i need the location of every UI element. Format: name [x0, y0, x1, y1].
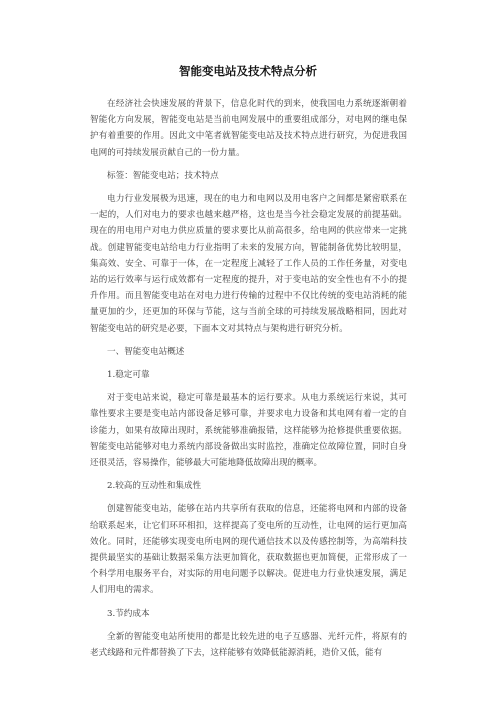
paragraph-cost-saving: 全新的智能变电站所使用的都是比较先进的电子互感器、光纤元件，将原有的老式线路和元件都替换了下去，这样能够有效降低能源消耗，造价又低，能有: [90, 631, 407, 659]
keywords-line: 标签：智能变电站；技术特点: [107, 170, 219, 181]
document-body: [90, 96, 407, 661]
subheading-cost-saving: 3.节约成本: [107, 608, 150, 619]
subheading-interactivity: 2.较高的互动性和集成性: [107, 481, 202, 492]
document-title: 智能变电站及技术特点分析: [179, 64, 317, 78]
paragraph-stable-reliable: 对于变电站来说，稳定可靠是最基本的运行要求。从电力系统运行来说，其可靠性要求主要是变电站内部设备足够可靠，并要求电力设备和其电网有着一定的自诊能力，如果有故障出现时，系统能够准确报错，这样能够为抢修提供重要依据。智能变电站能够对电力系统内部设备做出实时监控，准确定位故障位置，同时自身还很灵活，容易操作，能够最大可能地降低故障出现的概率。: [90, 393, 407, 469]
paragraph-interactivity: 创建智能变电站，能够在站内共享所有获取的信息，还能将电网和内部的设备给联系起来，让它们环环相扣，这样提高了变电所的互动性，让电网的运行更加高效化。同时，还能够实现变电所电网的现代通信技术以及传感控制等，为高端科技提供最坚实的基础让数据采集方法更加简化，获取数据也更加简便，正常形成了一个科学用电服务平台，对实际的用电问题予以解决。促进电力行业快速发展，满足人们用电的需求。: [90, 504, 407, 596]
abstract-paragraph: 在经济社会快速发展的背景下，信息化时代的到来，使我国电力系统逐渐朝着智能化方向发展，智能变电站是当前电网发展中的重要组成部分，对电网的继电保护有着重要的作用。因此文中笔者就智能变电站及技术特点进行研究，为促进我国电网的可持续发展贡献自己的一份力量。: [90, 99, 407, 158]
intro-paragraph: 电力行业发展极为迅速，现在的电力和电网以及用电客户之间都是紧密联系在一起的，人们对电力的要求也越来越严格，这也是当今社会稳定发展的前提基础。现在的用电用户对电力供应质量的要求要比从前高很多，给电网的供应带来一定挑战。创建智能变电站给电力行业指明了未来的发展方向，智能制备优势比较明显，集高效、安全、可靠于一体，在一定程度上减轻了工作人员的工作任务量，对变电站的运行效率与运行成效都有一定程度的提升，对于变电站的安全性也有不小的提升作用。而且智能变电站在对电力进行传输的过程中不仅比传统的变电站消耗的能量更加的少，还更加的环保与节能，这与当前全球的可持续发展战略相同，因此对智能变电站的研究是必要，下面本文对其特点与架构进行研究分析。: [90, 194, 407, 334]
subheading-stable-reliable: 1.稳定可靠: [107, 370, 150, 381]
section-heading-overview: 一、智能变电站概述: [107, 346, 185, 357]
